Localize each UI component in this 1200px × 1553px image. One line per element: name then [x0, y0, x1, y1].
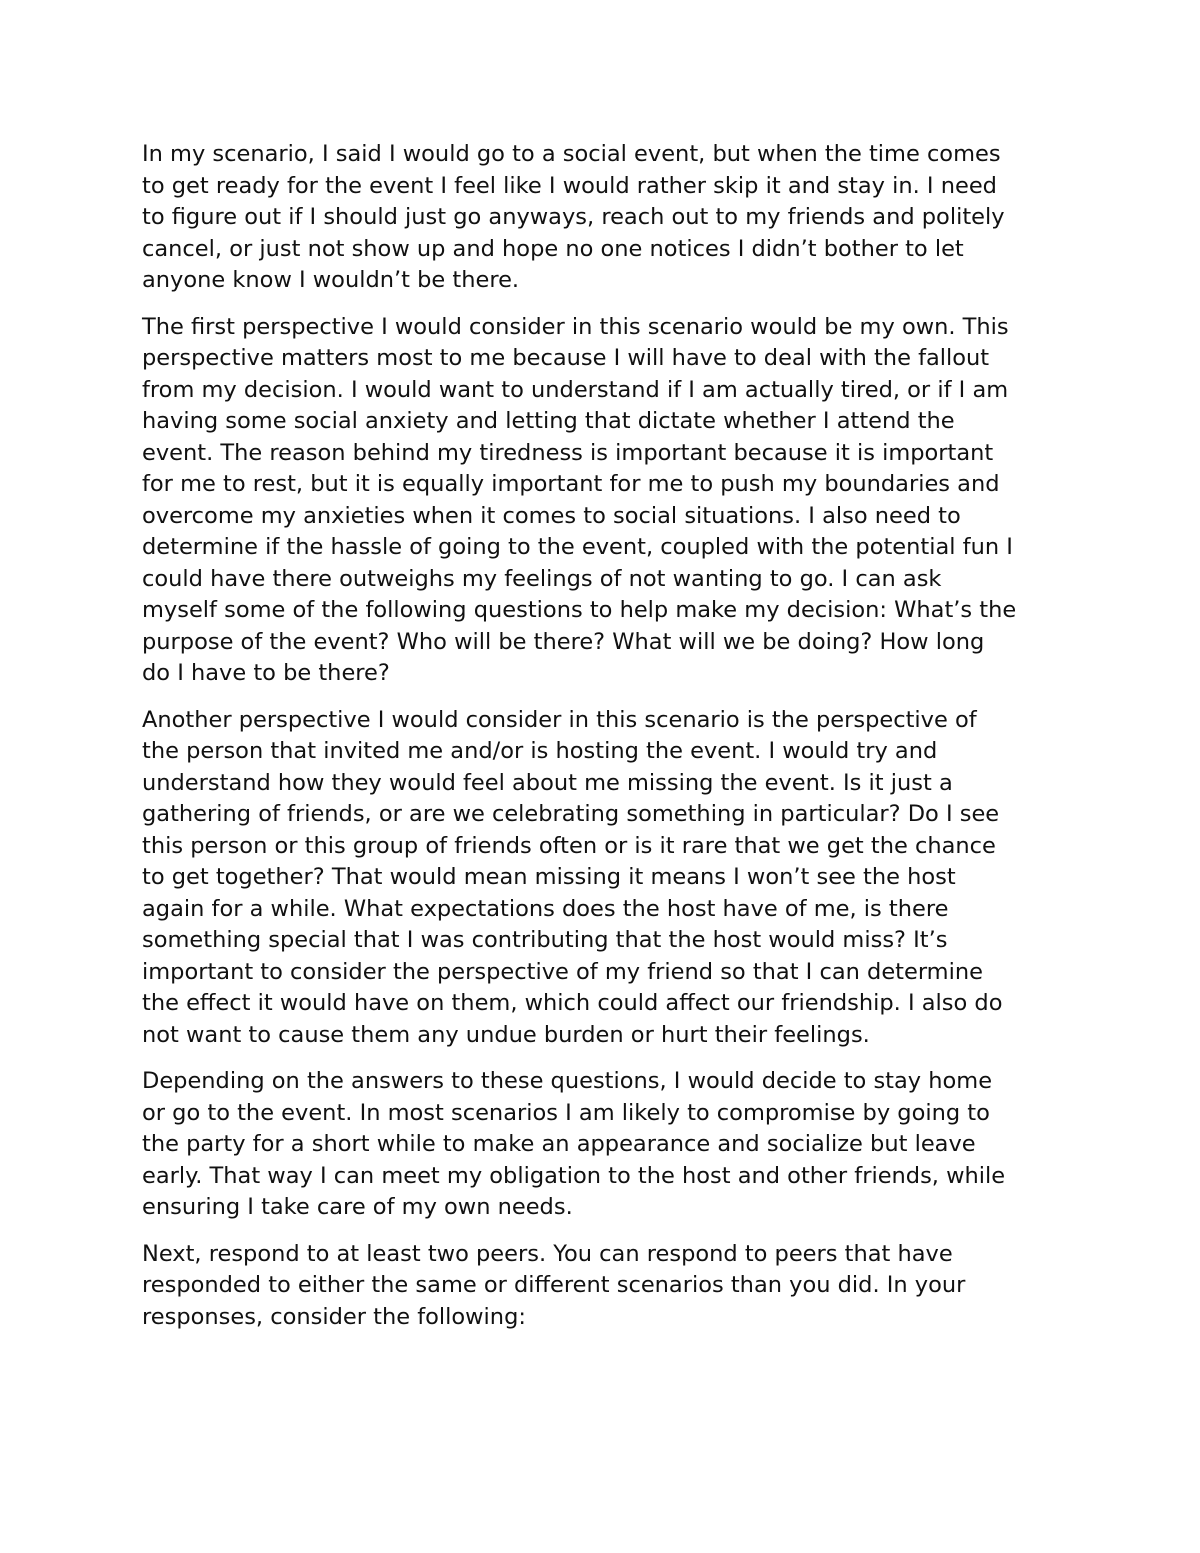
text-line: do I have to be there? — [142, 660, 390, 686]
text-line: responded to either the same or different scenarios than you did. In your — [142, 1272, 966, 1298]
text-line: overcome my anxieties when it comes to social situations. I also need to — [142, 502, 961, 529]
text-line: gathering of friends, or are we celebrating something in particular? Do I see — [142, 801, 1000, 827]
text-line: for me to rest, but it is equally important for me to push my boundaries and — [142, 471, 1000, 497]
text-line: ensuring I take care of my own needs. — [142, 1194, 573, 1220]
text-line: perspective matters most to me because I will have to deal with the fallout — [142, 345, 990, 371]
text-line: important to consider the perspective of my friend so that I can determine — [142, 958, 983, 985]
text-line: or go to the event. In most scenarios I am likely to compromise by going to — [142, 1099, 990, 1126]
text-line: understand how they would feel about me missing the event. Is it just a — [142, 769, 953, 796]
text-line: anyone know I wouldn’t be there. — [142, 267, 520, 293]
paragraph-another-perspective — [142, 705, 1060, 1052]
text-line: having some social anxiety and letting that dictate whether I attend the — [142, 408, 955, 434]
text-line: purpose of the event? Who will be there? What will we be doing? How long — [142, 628, 985, 655]
text-line: Depending on the answers to these questions, I would decide to stay home — [142, 1068, 993, 1094]
text-line: The first perspective I would consider in this scenario would be my own. This — [142, 313, 1009, 340]
text-line: something special that I was contributing that the host would miss? It’s — [142, 927, 948, 953]
text-line: to get ready for the event I feel like I would rather skip it and stay in. I need — [142, 172, 997, 199]
text-line: Next, respond to at least two peers. You can respond to peers that have — [142, 1240, 953, 1267]
document-body — [142, 139, 1060, 1348]
paragraph-scenario — [142, 139, 1060, 297]
text-line: to get together? That would mean missing it means I won’t see the host — [142, 864, 956, 890]
text-line: event. The reason behind my tiredness is important because it is important — [142, 439, 994, 466]
text-line: the person that invited me and/or is hosting the event. I would try and — [142, 738, 938, 764]
paragraph-peer-response-instructions — [142, 1239, 1060, 1334]
text-line: cancel, or just not show up and hope no one notices I didn’t bother to let — [142, 235, 964, 262]
text-line: the effect it would have on them, which could affect our friendship. I also do — [142, 990, 1003, 1016]
text-line: early. That way I can meet my obligation to the host and other friends, while — [142, 1162, 1006, 1189]
text-line: In my scenario, I said I would go to a social event, but when the time comes — [142, 141, 1001, 167]
text-line: to figure out if I should just go anyways, reach out to my friends and politely — [142, 204, 1005, 230]
text-line: Another perspective I would consider in this scenario is the perspective of — [142, 706, 977, 733]
text-line: this person or this group of friends often or is it rare that we get the chance — [142, 832, 996, 859]
text-line: could have there outweighs my feelings of not wanting to go. I can ask — [142, 565, 942, 592]
text-line: responses, consider the following: — [142, 1303, 526, 1330]
text-line: not want to cause them any undue burden or hurt their feelings. — [142, 1021, 870, 1048]
text-line: myself some of the following questions to help make my decision: What’s the — [142, 597, 1017, 623]
text-line: again for a while. What expectations does the host have of me, is there — [142, 895, 949, 922]
text-line: from my decision. I would want to understand if I am actually tired, or if I am — [142, 376, 1009, 403]
text-line: the party for a short while to make an appearance and socialize but leave — [142, 1131, 976, 1157]
text-line: determine if the hassle of going to the event, coupled with the potential fun I — [142, 534, 1013, 560]
paragraph-decision — [142, 1066, 1060, 1224]
paragraph-first-perspective — [142, 312, 1060, 690]
